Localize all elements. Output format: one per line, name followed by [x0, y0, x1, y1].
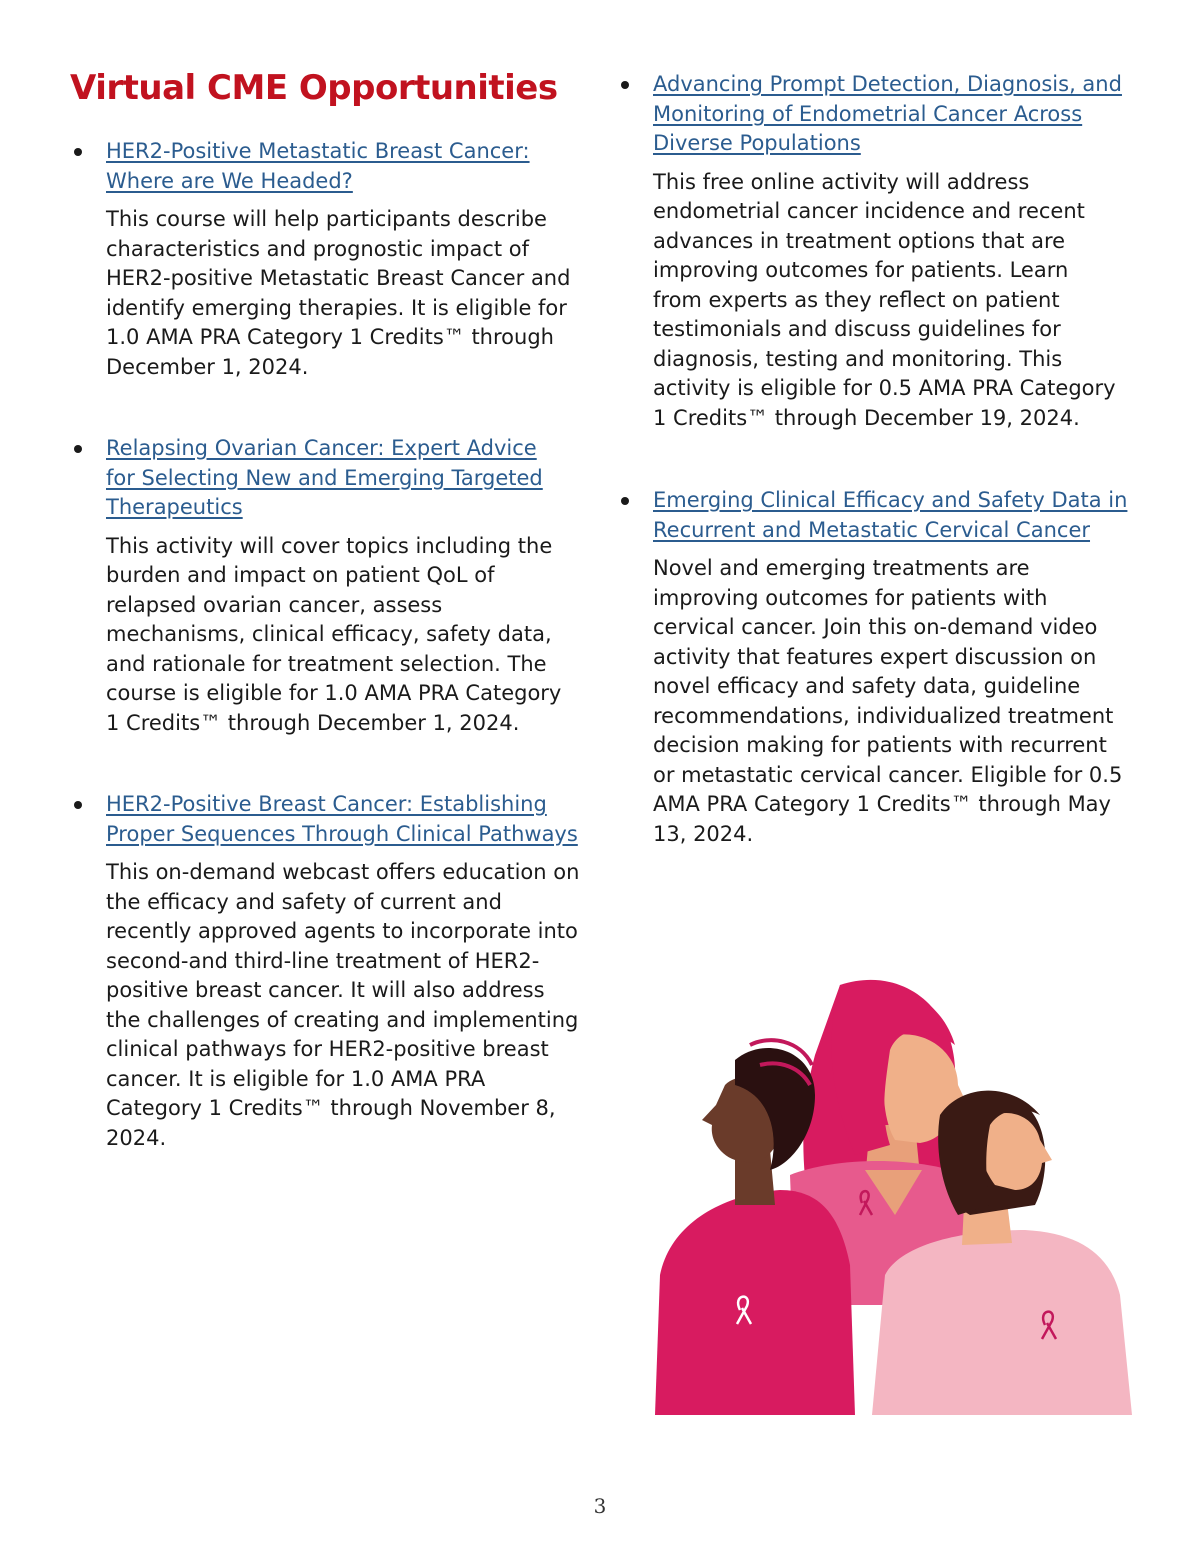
- page-number: 3: [593, 1494, 607, 1518]
- bullet-icon: [74, 801, 82, 809]
- course-link[interactable]: HER2-Positive Metastatic Breast Cancer: Where are We Headed?: [106, 139, 530, 193]
- list-item: [653, 486, 1128, 849]
- course-description: This activity will cover topics including the burden and impact on patient QoL of relapsed ovarian cancer, assess mechanisms, clinical efficacy, safety data, and rationale for treatment selection. The course is eligible for 1.0 AMA PRA Category 1 Credits™ through December 1, 2024.: [106, 533, 562, 735]
- page-title: Virtual CME Opportunities: [70, 68, 558, 108]
- women-illustration: [640, 975, 1140, 1415]
- course-description: This free online activity will address endometrial cancer incidence and recent advances in treatment options that are improving outcomes for patients. Learn from experts as they reflect on patient testimonials and discuss guidelines for diagnosis, testing and monitoring. This activity is eligible for 0.5 AMA PRA Category 1 Credits™ through December 19, 2024.: [653, 169, 1116, 430]
- course-description: This course will help participants describe characteristics and prognostic impact of HER2-positive Metastatic Breast Cancer and identify emerging therapies. It is eligible for 1.0 AMA PRA Category 1 Credits™ through December 1, 2024.: [106, 207, 571, 379]
- list-item: [653, 70, 1123, 433]
- list-item: [106, 790, 581, 1153]
- bullet-icon: [74, 148, 82, 156]
- course-link[interactable]: HER2-Positive Breast Cancer: Establishing Proper Sequences Through Clinical Pathways: [106, 792, 578, 846]
- bullet-icon: [621, 81, 629, 89]
- course-link[interactable]: Advancing Prompt Detection, Diagnosis, and Monitoring of Endometrial Cancer Across Diverse Populations: [653, 72, 1122, 155]
- bullet-icon: [74, 445, 82, 453]
- bullet-icon: [621, 497, 629, 505]
- course-description: Novel and emerging treatments are improving outcomes for patients with cervical cancer. Join this on-demand video activity that features expert discussion on novel efficacy and safety data, guideline recommendations, individualized treatment decision making for patients with recurrent or metastatic cervical cancer. Eligible for 0.5 AMA PRA Category 1 Credits™ through May 13, 2024.: [653, 556, 1123, 846]
- course-link[interactable]: Emerging Clinical Efficacy and Safety Data in Recurrent and Metastatic Cervical Cancer: [653, 488, 1128, 542]
- course-link[interactable]: Relapsing Ovarian Cancer: Expert Advice for Selecting New and Emerging Targeted Therapeutics: [106, 436, 543, 519]
- course-description: This on-demand webcast offers education on the efficacy and safety of current and recently approved agents to incorporate into second-and third-line treatment of HER2-positive breast cancer. It will also address the challenges of creating and implementing clinical pathways for HER2-positive breast cancer. It is eligible for 1.0 AMA PRA Category 1 Credits™ through November 8, 2024.: [106, 860, 580, 1150]
- list-item: [106, 434, 571, 738]
- list-item: [106, 137, 571, 382]
